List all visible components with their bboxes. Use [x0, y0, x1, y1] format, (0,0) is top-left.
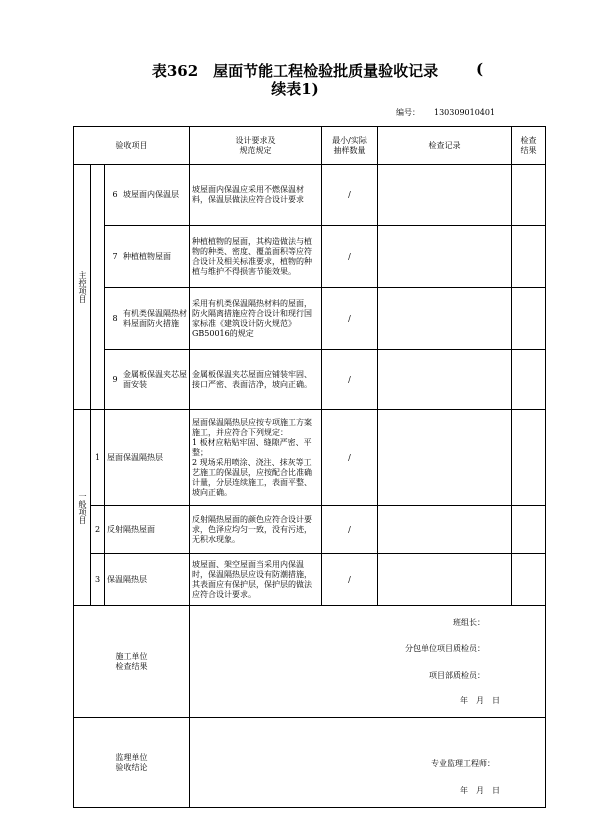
row-8-sample: /: [322, 288, 378, 350]
doc-number-label: 编号：: [396, 108, 420, 117]
spacer-cell: [91, 165, 105, 410]
row-g1-req: 屋面保温隔热层应按专项施工方案施工，并应符合下列规定： 1 板材应粘贴牢固、缝隙严密、平整； 2 现场采用喷涂、浇注、抹灰等工艺施工的保温层，应按配合比准确计量，分层连续施工，表面平整、坡向正确。: [190, 410, 322, 506]
row-g3-no: 3: [91, 554, 105, 606]
row-g3-result[interactable]: [512, 554, 546, 606]
row-g3-sample: /: [322, 554, 378, 606]
title-paren: (: [476, 60, 484, 78]
row-7-sample: /: [322, 226, 378, 288]
row-g3-name: 保温隔热层: [105, 554, 190, 606]
row-g1-name: 屋面保温隔热层: [105, 410, 190, 506]
row-8-record[interactable]: [378, 288, 512, 350]
table-row: [74, 226, 546, 288]
row-g2-req: 反射隔热屋面的颜色应符合设计要求，色泽应均匀一致，没有污迹，无积水现象。: [190, 506, 322, 554]
row-7-req: 种植植物的屋面，其构造做法与植物的种类、密度、覆盖面积等应符合设计及相关标准要求，植物的种植与维护不得损害节能效果。: [190, 226, 322, 288]
row-7-record[interactable]: [378, 226, 512, 288]
construction-signatures: [190, 606, 546, 718]
row-6-record[interactable]: [378, 165, 512, 226]
row-8-no: 8: [112, 313, 118, 323]
table-row: [74, 506, 546, 554]
row-9-result[interactable]: [512, 350, 546, 410]
col-record: 检查记录: [378, 127, 512, 165]
table-row: [74, 165, 546, 226]
row-8-label: 有机类保温隔热材料屋面防火措施: [123, 308, 187, 328]
doc-number-value: 130309010401: [434, 108, 496, 117]
construction-date: 年 月 日: [460, 696, 501, 705]
col-result: 检查 结果: [512, 127, 546, 165]
row-6-req: 坡屋面内保温应采用不燃保温材料，保温层做法应符合设计要求: [190, 165, 322, 226]
title-line-2: 续表1): [271, 80, 319, 98]
table-row: [74, 350, 546, 410]
row-9-record[interactable]: [378, 350, 512, 410]
title-line-1: 表362 屋面节能工程检验批质量验收记录: [151, 62, 439, 80]
row-8-req: 采用有机类保温隔热材料的屋面，防火隔离措施应符合设计和现行国家标准《建筑设计防火规范》GB50016的规定: [190, 288, 322, 350]
row-9-no: 9: [112, 374, 118, 384]
row-g2-result[interactable]: [512, 506, 546, 554]
row-g1-result[interactable]: [512, 410, 546, 506]
construction-label: 施工单位 检查结果: [74, 606, 190, 718]
section-main-label: 主控项目: [74, 165, 91, 410]
row-7-label: 种植植物屋面: [123, 251, 171, 261]
col-sample: 最小/实际 抽样数量: [322, 127, 378, 165]
row-6-label: 坡屋面内保温层: [123, 190, 179, 199]
row-7-no: 7: [112, 251, 118, 261]
construction-row: [74, 606, 546, 718]
team-leader-label: 班组长：: [453, 618, 486, 627]
row-6-name: [105, 165, 190, 226]
row-9-req: 金属板保温夹芯屋面应铺装牢固、接口严密、表面洁净，坡向正确。: [190, 350, 322, 410]
supervision-date: 年 月 日: [460, 786, 501, 795]
row-6-result[interactable]: [512, 165, 546, 226]
table-row: [74, 410, 546, 506]
supervision-row: [74, 718, 546, 808]
row-6-no: 6: [112, 190, 118, 199]
row-8-result[interactable]: [512, 288, 546, 350]
row-g1-record[interactable]: [378, 410, 512, 506]
row-g3-record[interactable]: [378, 554, 512, 606]
engineer-label: 专业监理工程师：: [431, 759, 496, 768]
row-7-result[interactable]: [512, 226, 546, 288]
row-g3-req: 坡屋面、架空屋面当采用内保温时，保温隔热层应设有防潮措施，其表面应有保护层，保护层的做法应符合设计要求。: [190, 554, 322, 606]
row-g2-record[interactable]: [378, 506, 512, 554]
header-row: [74, 127, 546, 165]
supervision-signatures: [190, 718, 546, 808]
table-row: [74, 554, 546, 606]
col-requirement: 设计要求及 规范规定: [190, 127, 322, 165]
row-6-sample: /: [322, 165, 378, 226]
col-item: 验收项目: [74, 127, 190, 165]
section-general-label: 一般项目: [74, 410, 91, 606]
row-8-name: [105, 288, 190, 350]
proj-inspector-label: 项目部质检员：: [429, 671, 486, 680]
row-7-name: [105, 226, 190, 288]
row-9-sample: /: [322, 350, 378, 410]
row-9-name: [105, 350, 190, 410]
sub-inspector-label: 分包单位项目质检员：: [405, 644, 486, 653]
inspection-table: [73, 126, 546, 808]
table-row: [74, 288, 546, 350]
row-g1-no: 1: [91, 410, 105, 506]
row-9-label: 金属板保温夹芯屋面安装: [123, 369, 187, 389]
supervision-label: 监理单位 验收结论: [74, 718, 190, 808]
row-g2-no: 2: [91, 506, 105, 554]
doc-number: [396, 107, 495, 118]
row-g2-name: 反射隔热屋面: [105, 506, 190, 554]
row-g1-sample: /: [322, 410, 378, 506]
row-g2-sample: /: [322, 506, 378, 554]
